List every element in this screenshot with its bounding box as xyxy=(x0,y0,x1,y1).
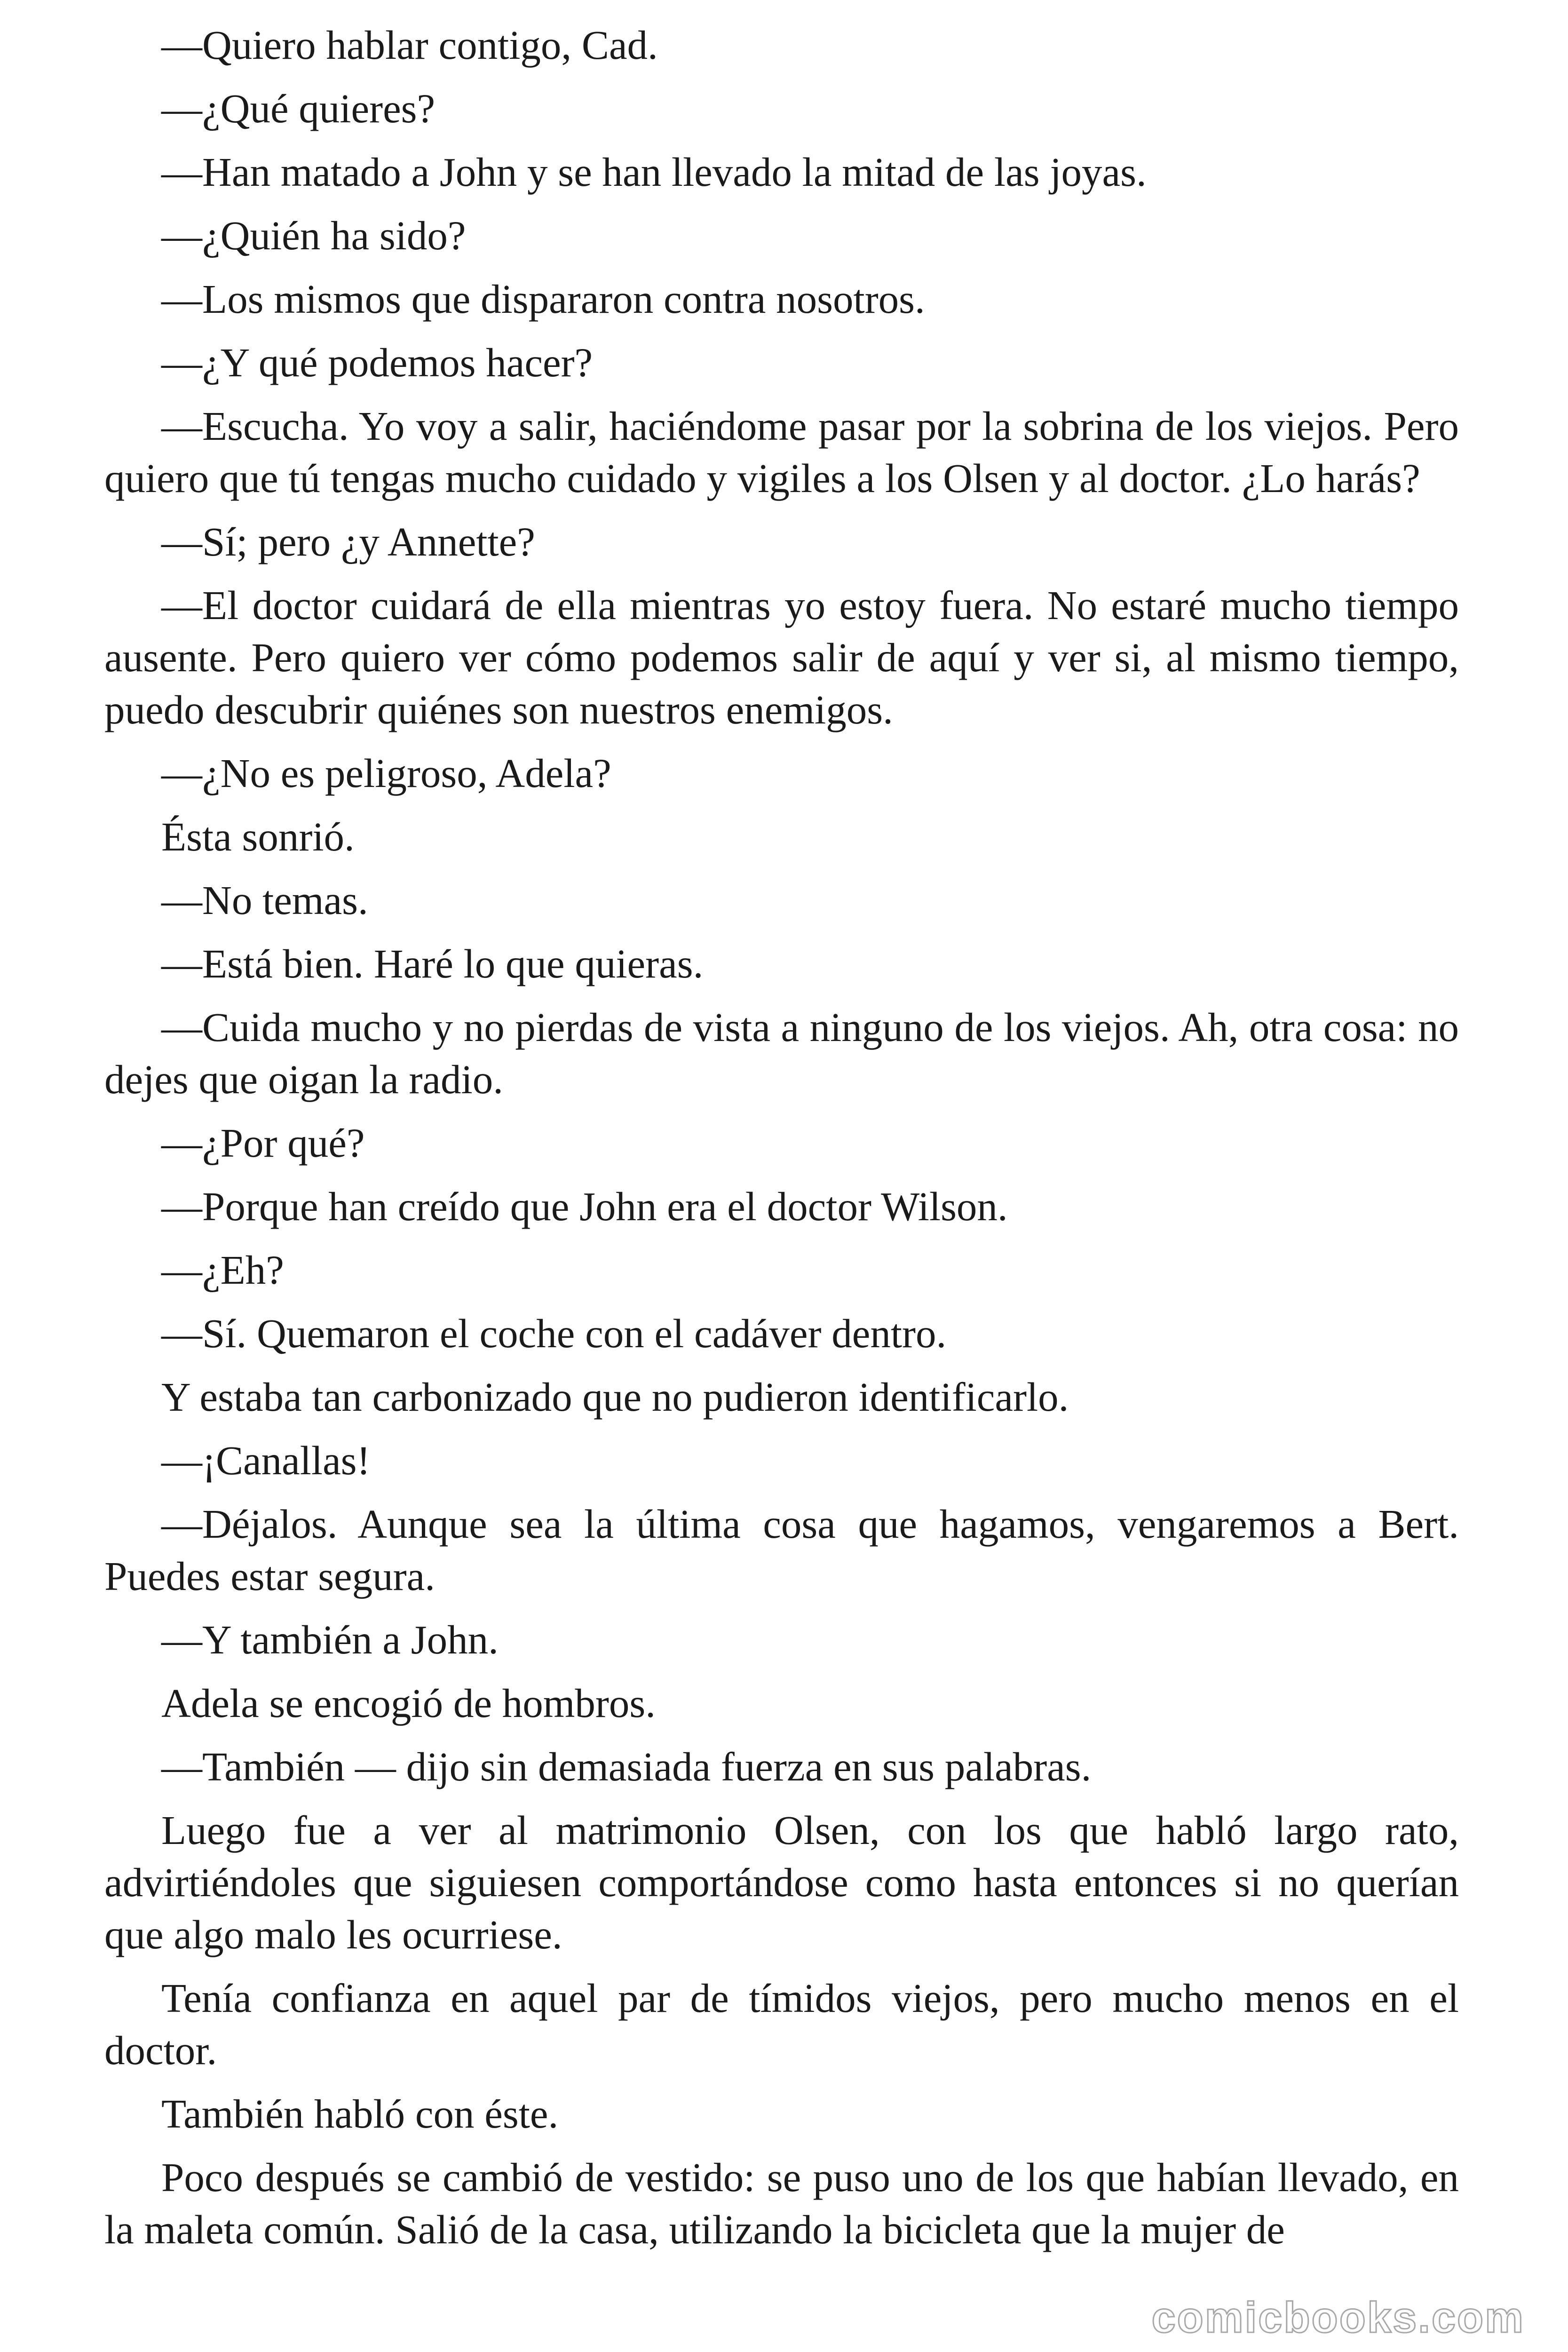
watermark: comicbooks.com xyxy=(1151,2294,1525,2342)
paragraph: Poco después se cambió de vestido: se puso uno de los que habían llevado, en la maleta común. Salió de la casa, utilizando la bicicleta que la mujer de xyxy=(104,2154,1459,2252)
paragraph: —También — dijo sin demasiada fuerza en sus palabras. xyxy=(161,1744,1092,1789)
paragraph: Luego fue a ver al matrimonio Olsen, con los que habló largo rato, advirtiéndoles que siguiesen comportándose como hasta entonces si no querían que algo malo les ocurriese. xyxy=(104,1807,1459,1957)
paragraph: —¿Qué quieres? xyxy=(161,86,436,131)
paragraph: —Está bien. Haré lo que quieras. xyxy=(161,941,704,986)
paragraph: —Cuida mucho y no pierdas de vista a ninguno de los viejos. Ah, otra cosa: no dejes que oigan la radio. xyxy=(104,1004,1459,1102)
paragraph: —¿No es peligroso, Adela? xyxy=(161,750,611,796)
paragraph: —El doctor cuidará de ella mientras yo estoy fuera. No estaré mucho tiempo ausente. Pero quiero ver cómo podemos salir de aquí y ver si, al mismo tiempo, puedo descubrir quiénes son nuestros enemigos. xyxy=(104,582,1459,732)
paragraph: También habló con éste. xyxy=(161,2091,559,2137)
paragraph: —Escucha. Yo voy a salir, haciéndome pasar por la sobrina de los viejos. Pero quiero que tú tengas mucho cuidado y vigiles a los Olsen y al doctor. ¿Lo harás? xyxy=(104,403,1459,501)
paragraph: —¿Quién ha sido? xyxy=(161,213,466,258)
paragraph: —Déjalos. Aunque sea la última cosa que hagamos, vengaremos a Bert. Puedes estar segura. xyxy=(104,1501,1459,1599)
paragraph: —Sí. Quemaron el coche con el cadáver dentro. xyxy=(161,1311,947,1356)
paragraph: Ésta sonrió. xyxy=(161,814,355,859)
paragraph: —¿Eh? xyxy=(161,1247,284,1293)
paragraph: Tenía confianza en aquel par de tímidos viejos, pero mucho menos en el doctor. xyxy=(104,1975,1459,2073)
paragraph: —Sí; pero ¿y Annette? xyxy=(161,519,535,564)
page-body xyxy=(104,19,1459,2267)
paragraph: —No temas. xyxy=(161,877,368,923)
paragraph: —Y también a John. xyxy=(161,1617,499,1662)
paragraph: —¡Canallas! xyxy=(161,1438,371,1483)
paragraph: —Han matado a John y se han llevado la mitad de las joyas. xyxy=(161,149,1147,195)
paragraph: Adela se encogió de hombros. xyxy=(161,1680,656,1726)
paragraph: —¿Por qué? xyxy=(161,1120,365,1166)
paragraph: Y estaba tan carbonizado que no pudieron identificarlo. xyxy=(161,1374,1069,1420)
paragraph: —Quiero hablar contigo, Cad. xyxy=(161,22,658,68)
paragraph: —Los mismos que dispararon contra nosotros. xyxy=(161,276,925,322)
paragraph: —Porque han creído que John era el doctor Wilson. xyxy=(161,1184,1008,1229)
paragraph: —¿Y qué podemos hacer? xyxy=(161,340,593,385)
